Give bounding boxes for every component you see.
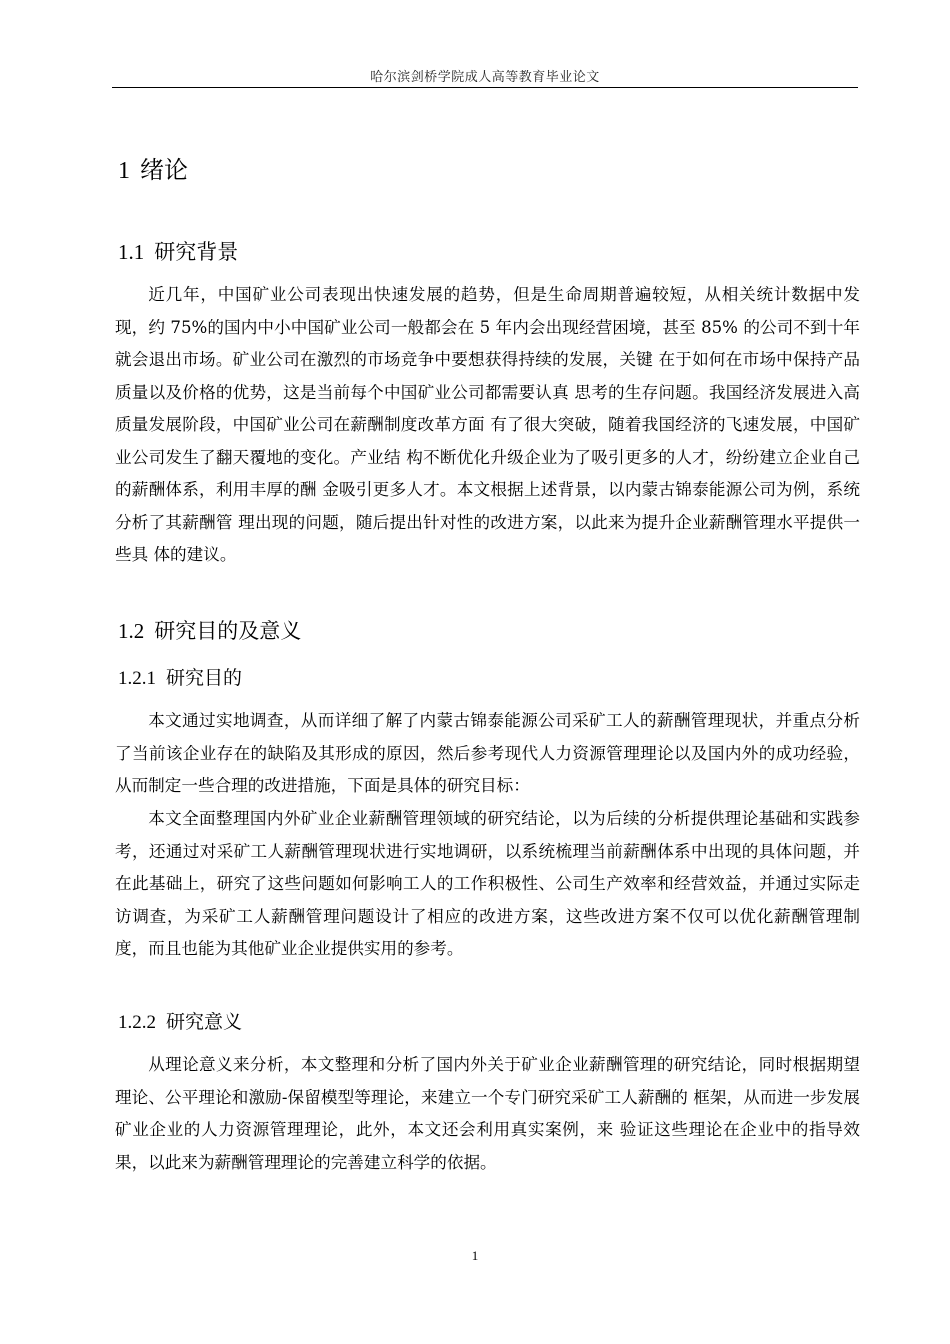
- subsection-title: 研究意义: [166, 1011, 243, 1033]
- paragraph-purpose-2: 本文全面整理国内外矿业企业薪酬管理领域的研究结论，以为后续的分析提供理论基础和实践参考，还通过对采矿工人薪酬管理现状进行实地调研，以系统梳理当前薪酬体系中出现的具体问题，并在此基础上，研究了这些问题如何影响工人的工作积极性、公司生产效率和经营效益，并通过实际走访调查，为采矿工人薪酬管理问题设计了相应的改进方案，这些改进方案不仅可以优化薪酬管理制度，而且也能为其他矿业企业提供实用的参考。: [115, 809, 860, 958]
- subsection-number: 1.2.2: [118, 1012, 156, 1033]
- paragraph-meaning: 从理论意义来分析，本文整理和分析了国内外关于矿业企业薪酬管理的研究结论，同时根据期望理论、公平理论和激励-保留模型等理论，来建立一个专门研究采矿工人薪酬的 框架，从而进一步发展矿业企业的人力资源管理理论，此外，本文还会利用真实案例，来 验证这些理论在企业中的指导效果，以此来为薪酬管理理论的完善建立科学的依据。: [115, 1055, 860, 1172]
- chapter-number: 1: [118, 158, 130, 184]
- section-number: 1.1: [118, 240, 145, 264]
- paragraph-purpose-1: 本文通过实地调查，从而详细了解了内蒙古锦泰能源公司采矿工人的薪酬管理现状，并重点分析了当前该企业存在的缺陷及其形成的原因，然后参考现代人力资源管理理论以及国内外的成功经验，从而制定一些合理的改进措施，下面是具体的研究目标：: [115, 711, 860, 795]
- page-number: 1: [471, 1248, 479, 1263]
- paragraph-background: 近几年，中国矿业公司表现出快速发展的趋势，但是生命周期普遍较短，从相关统计数据中发现，约 75%的国内中小中国矿业公司一般都会在 5 年内会出现经营困境，甚至 85% 的公司不到十年就会退出市场。矿业公司在激烈的市场竞争中要想获得持续的发展，关键 在于如何在市场中保持产品质量以及价格的优势，这是当前每个中国矿业公司都需要认真 思考的生存问题。我国经济发展进入高质量发展阶段，中国矿业公司在薪酬制度改革方面 有了很大突破，随着我国经济的飞速发展，中国矿业公司发生了翻天覆地的变化。产业结 构不断优化升级企业为了吸引更多的人才，纷纷建立企业自己的薪酬体系，利用丰厚的酬 金吸引更多人才。本文根据上述背景，以内蒙古锦泰能源公司为例，系统分析了其薪酬管 理出现的问题，随后提出针对性的改进方案，以此来为提升企业薪酬管理水平提供一些具 体的建议。: [115, 285, 860, 564]
- section-title: 研究背景: [154, 240, 239, 264]
- section-heading-purpose-meaning: [118, 615, 301, 645]
- section-number: 1.2: [118, 619, 145, 643]
- page-header: 哈尔滨剑桥学院成人高等教育毕业论文: [370, 70, 600, 85]
- subsection-heading-meaning: [118, 1007, 242, 1034]
- section-heading-background: [118, 236, 238, 266]
- subsection-title: 研究目的: [166, 667, 243, 689]
- header-divider: [112, 87, 858, 88]
- chapter-heading: [118, 150, 188, 185]
- subsection-number: 1.2.1: [118, 668, 156, 689]
- subsection-heading-purpose: [118, 663, 242, 690]
- chapter-title: 绪论: [140, 156, 188, 184]
- section-title: 研究目的及意义: [154, 619, 302, 643]
